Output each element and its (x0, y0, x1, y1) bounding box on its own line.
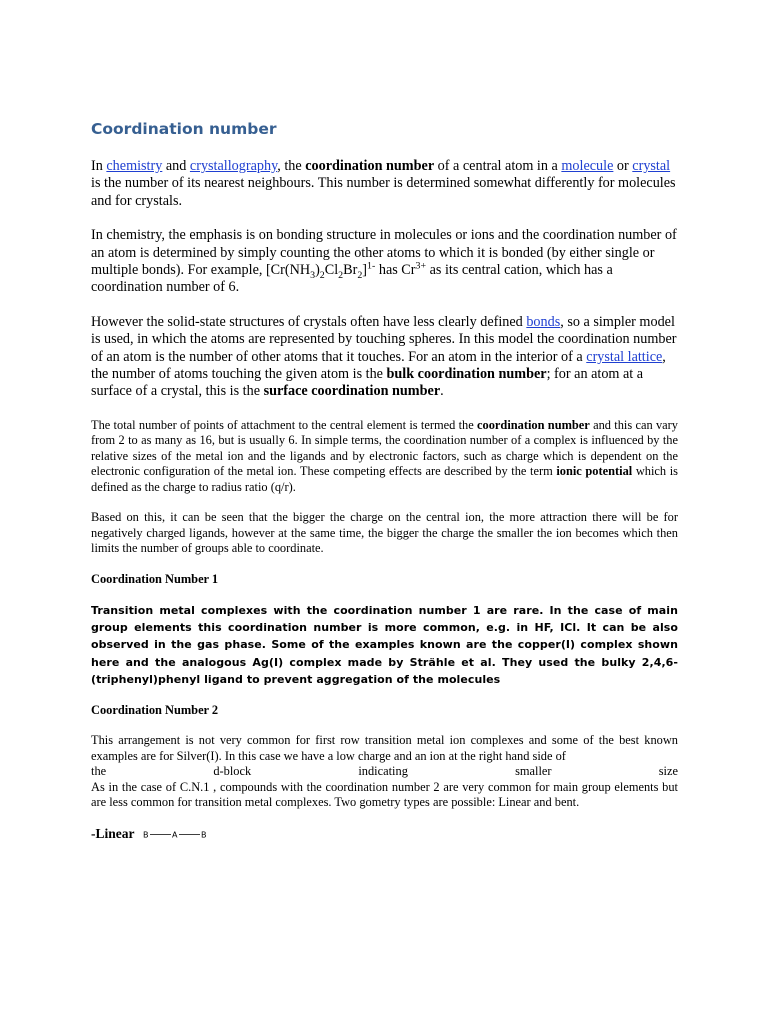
paragraph-solid-state: However the solid-state structures of crystals often have less clearly defined bonds, so a simpler model is used, in which the atoms are represented by touching spheres. In this model the coordination number of an atom is the number of other atoms that it touches. For an atom in the interior of a crystal lattice, the number of atoms touching the given atom is the bulk coordination number; for an atom at a surface of a crystal, this is the surface coordination number. (91, 313, 677, 400)
linear-geometry (91, 826, 678, 842)
heading-cn2: Coordination Number 2 (91, 703, 219, 718)
link-crystal[interactable]: crystal (632, 158, 671, 174)
link-bonds[interactable]: bonds (526, 313, 561, 330)
paragraph-cn2: This arrangement is not very common for first row transition metal ion complexes and some of the best known examples are for Silver(I). In this case we have a low charge and an ion at the right hand side of the d-block indicating smaller size As in the case of C.N.1 , compounds with the coordination number 2 are very common for main group elements but are less common for transition metal complexes. Two gometry types are possible: Linear and bent. (91, 733, 678, 810)
paragraph-cn1: Transition metal complexes with the coordination number 1 are rare. In the case of main group elements this coordination number is more common, e.g. in HF, ICl. It can be also observed in the gas phase. Some of the examples known are the copper(I) complex shown here and the analogous Ag(I) complex made by Strähle et al. They used the bulky 2,4,6-(triphenyl)phenyl ligand to prevent aggregation of the molecules (91, 603, 678, 687)
paragraph-chemistry: In chemistry, the emphasis is on bonding structure in molecules or ions and the coordination number of an atom is determined by simply counting the other atoms to which it is bonded (by either single or multiple bonds). For example, $[Cr(NH_3)_2Cl_2Br_2]^{1-}$ has $Cr^{3+}$ as its central cation, which has a coordination number of 6. (91, 227, 677, 296)
link-crystal-lattice[interactable]: crystal lattice (586, 348, 663, 365)
document-page (91, 120, 678, 842)
page-title: Coordination number (91, 120, 277, 138)
atom-b-left: B (142, 830, 148, 840)
link-chemistry[interactable]: chemistry (106, 158, 163, 174)
linear-label: -Linear (91, 825, 135, 841)
linear-molecule-diagram (141, 828, 211, 840)
paragraph-based-on-this: Based on this, it can be seen that the bigger the charge on the central ion, the more attraction there will be for negatively charged ligands, however at the same time, the bigger the charge the smaller the ion becomes which then limits the number of groups able to coordinate. (91, 510, 678, 556)
link-crystallography[interactable]: crystallography (189, 158, 278, 174)
heading-cn1: Coordination Number 1 (91, 571, 219, 586)
paragraph-intro: In chemistry and crystallography, the coordination number of a central atom in a molecule or crystal is the number of its nearest neighbours. This number is determined somewhat differently for molecules and for crystals. (91, 158, 676, 209)
paragraph-total-points: The total number of points of attachment to the central element is termed the coordination number and this can vary from 2 to as many as 16, but is usually 6. In simple terms, the coordination number of a complex is influenced by the relative sizes of the metal ion and the ligands and by electronic factors, such as charge which is dependent on the electronic configuration of the metal ion. These competing effects are described by the term ionic potential which is defined as the charge to radius ratio (q/r). (91, 417, 678, 494)
link-molecule[interactable]: molecule (561, 158, 614, 174)
atom-a-center: A (171, 830, 177, 840)
atom-b-right: B (200, 830, 206, 840)
